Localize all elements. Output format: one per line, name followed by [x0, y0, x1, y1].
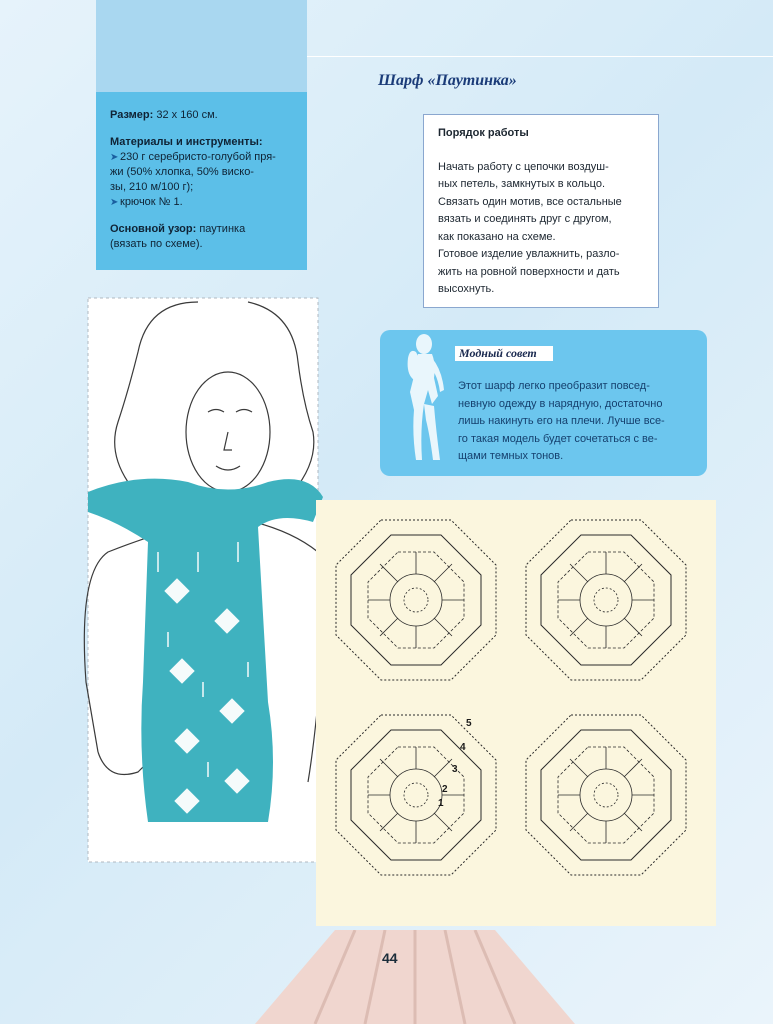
- work-order-line: вязать и соединять друг с другом,: [438, 213, 612, 225]
- pattern-label: Основной узор:: [110, 223, 197, 235]
- materials-line: 230 г серебристо-голубой пря-: [120, 151, 276, 163]
- arrow-bullet-icon: ➤: [110, 152, 119, 163]
- materials-item: [110, 150, 300, 165]
- fashion-tip-line: лишь накинуть его на плечи. Лучше все-: [458, 415, 665, 427]
- work-order-line: жить на ровной поверхности и дать: [438, 265, 620, 278]
- crochet-diagram: [316, 500, 716, 926]
- size-value: 32 х 160 см.: [156, 109, 218, 121]
- page-number: 44: [382, 950, 398, 966]
- materials-heading: Материалы и инструменты:: [110, 136, 263, 148]
- fashion-tip-text: [458, 378, 698, 466]
- work-order-line: как показано на схеме.: [438, 230, 556, 243]
- pattern-value: паутинка: [199, 223, 246, 235]
- row-number: 5: [466, 718, 472, 729]
- divider-line: [307, 56, 773, 57]
- fashion-tip-line: невную одежду в нарядную, достаточно: [458, 397, 663, 410]
- fashion-tip-line: щами темных тонов.: [458, 450, 564, 462]
- row-number: 2: [442, 784, 448, 795]
- fashion-tip-line: Этот шарф легко преобразит повсед-: [458, 380, 650, 392]
- pattern-note: (вязать по схеме).: [110, 238, 203, 250]
- materials-item: [110, 195, 300, 210]
- fashion-tip-line: го такая модель будет сочетаться с ве-: [458, 432, 658, 445]
- pattern-line: [110, 222, 300, 237]
- materials-line: жи (50% хлопка, 50% виско-: [110, 166, 254, 178]
- work-order-line: Готовое изделие увлажнить, разло-: [438, 248, 620, 260]
- materials-line: крючок № 1.: [120, 196, 183, 208]
- work-order-line: ных петель, замкнутых в кольцо.: [438, 178, 605, 190]
- row-number: 1: [438, 798, 444, 809]
- row-number: 4: [460, 742, 466, 753]
- page-title: Шарф «Паутинка»: [378, 72, 517, 89]
- size-line: [110, 108, 300, 123]
- materials-line: зы, 210 м/100 г);: [110, 181, 194, 193]
- header-color-block: [96, 0, 307, 92]
- fashion-tip-label: Модный совет: [455, 346, 553, 361]
- scarf-model-illustration: [78, 282, 328, 882]
- knitted-fabric-photo: [255, 930, 575, 1024]
- work-order-line: высохнуть.: [438, 283, 495, 295]
- row-number: 3: [452, 764, 458, 775]
- work-order-line: Начать работу с цепочки воздуш-: [438, 160, 609, 173]
- work-order-line: Связать один мотив, все остальные: [438, 195, 622, 208]
- work-order-heading: Порядок работы: [438, 127, 529, 139]
- info-panel-text: [110, 108, 300, 252]
- work-order-box: [423, 114, 659, 308]
- arrow-bullet-icon: ➤: [110, 197, 119, 208]
- size-label: Размер:: [110, 109, 154, 121]
